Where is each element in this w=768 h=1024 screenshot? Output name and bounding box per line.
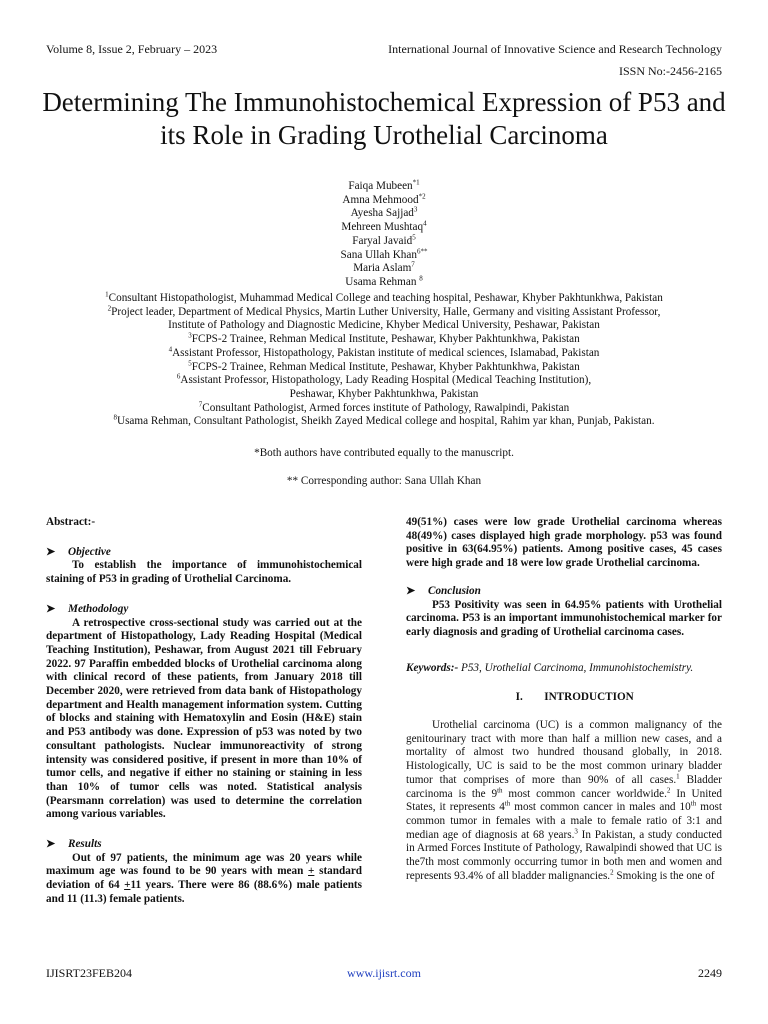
- page-number: 2249: [698, 966, 722, 980]
- affiliation: $^6$Assistant Professor, Histopathology, Lady Reading Hospital (Medical Teaching Institution),: [176, 372, 592, 387]
- results-heading: ➤ Results: [46, 838, 102, 851]
- journal-name: International Journal of Innovative Science and Research Technology: [388, 42, 722, 56]
- affiliation: $^8$Usama Rehman, Consultant Pathologist, Sheikh Zayed Medical college and hospital, Rahim yar khan, Punjab, Pakistan.: [113, 413, 655, 428]
- results-text: Out of 97 patients, the minimum age was 20 years while maximum age was found to be 90 years with mean + standard deviation of 64 +11 years. There were 86 (88.6%) male patients and 11 (11.3) female patients.: [46, 851, 363, 905]
- author: Faiqa Mubeen$^{*1}$: [348, 178, 420, 192]
- author: Amna Mehmood$^{*2}$: [342, 191, 426, 206]
- objective-text: To establish the importance of immunohistochemical staining of P53 in grading of Urothelial Carcinoma.: [46, 559, 362, 586]
- author-list: [0, 180, 768, 290]
- issn: ISSN No:-2456-2165: [618, 64, 722, 78]
- methodology-heading: ➤ Methodology: [46, 602, 129, 615]
- article-id: IJISRT23FEB204: [46, 966, 132, 980]
- bullet-arrow-icon: ➤: [46, 545, 56, 558]
- keywords: Keywords:- P53, Urothelial Carcinoma, Immunohistochemistry.: [406, 661, 694, 674]
- author: Mehreen Mushtaq$^4$: [341, 219, 427, 234]
- author: Sana Ullah Khan$^{6**}$: [340, 246, 428, 261]
- volume-issue: Volume 8, Issue 2, February – 2023: [46, 42, 218, 56]
- affiliation: Institute of Pathology and Diagnostic Medicine, Khyber Medical University, Peshawar, Pakistan: [168, 319, 600, 332]
- affiliation: $^4$Assistant Professor, Histopathology, Pakistan institute of medical sciences, Islamabad, Pakistan: [168, 345, 600, 359]
- right-column: [406, 516, 722, 883]
- equal-contribution-note: *Both authors have contributed equally to the manuscript.: [254, 447, 514, 459]
- affiliation: Peshawar, Khyber Pakhtunkhwa, Pakistan: [289, 387, 479, 400]
- conclusion-text: P53 Positivity was seen in 64.95% patients with Urothelial carcinoma. P53 is an important immunohistochemical marker for early diagnosis and grading of Urothelial carcinoma cases.: [406, 598, 722, 638]
- bullet-arrow-icon: ➤: [46, 602, 56, 615]
- author: Usama Rehman $^8$: [345, 274, 423, 288]
- abstract-heading: Abstract:-: [46, 516, 96, 528]
- methodology-text: A retrospective cross-sectional study was carried out at the department of Histopathology, Lady Reading Hospital (Medical Teaching Institution), Peshawar, from August 2021 till February 2022. 97 Paraffin embedded blocks of Urothelial carcinoma along with clinical record of these patients, from January 2018 till December 2020, were retrieved from data bank of Histopathology department and Health management information system. Cutting of blocks and staining with Hematoxylin and Eosin (H&E) stain and P53 antibody was done. Expression of p53 was noted by two consultant pathologists. Nuclear immunoreactivity of strong intensity was considered positive, if present in more than 10% of tumor cells, and negative if either no staining or staining in less than 10% of tumor cells was noted. Statistical analysis (Pearsmann correlation) was used to determine the correlation among various variables.: [46, 616, 362, 821]
- journal-website-link[interactable]: www.ijisrt.com: [347, 966, 421, 980]
- author: Faryal Javaid$^5$: [352, 233, 416, 247]
- bullet-arrow-icon: ➤: [46, 838, 56, 851]
- introduction-text: Urothelial carcinoma (UC) is a common malignancy of the genitourinary tract with more than half a million new cases, and a mortality of almost two hundred thousand globally, in 2018. Histologically, UC is said to be the most common urinary bladder tumor that comprises of more than 90% of all cases.$^1$ Bladder carcinoma is the 9th most common cancer worldwide.$^2$ In United States, it represents 4th most common cancer in males and 10th most common tumor in females with a male to female ratio of 3:1 and median age of diagnosis at 68 years.$^3$ In Pakistan, a study conducted in Armed Forces Institute of Pathology, Rawalpindi showed that UC is the7th most commonly occurring tumor in both men and women and represents 93.4% of all bladder malignancies.$^2$ Smoking is the one of: [406, 719, 723, 882]
- bullet-arrow-icon: ➤: [406, 584, 416, 597]
- author: Maria Aslam$^7$: [353, 260, 415, 275]
- corresponding-author-note: ** Corresponding author: Sana Ullah Khan: [286, 475, 482, 487]
- results-continued-text: 49(51%) cases were low grade Urothelial carcinoma whereas 48(49%) cases displayed high grade morphology. p53 was found positive in 63(64.95%) patients. Among positive cases, 45 cases were high grade and 18 were low grade Urothelial carcinoma.: [406, 516, 722, 570]
- affiliation: $^3$FCPS-2 Trainee, Rehman Medical Institute, Peshawar, Khyber Pakhtunkhwa, Pakistan: [188, 331, 580, 346]
- author: Ayesha Sajjad$^3$: [350, 205, 418, 220]
- affiliation: $^5$FCPS-2 Trainee, Rehman Medical Institute, Peshawar, Khyber Pakhtunkhwa, Pakistan: [188, 358, 580, 373]
- objective-heading: ➤ Objective: [46, 545, 111, 558]
- affiliation: $^2$Project leader, Department of Medical Physics, Martin Luther University, Halle, Germany and visiting Assistant Professor,: [107, 303, 661, 318]
- affiliation: $^7$Consultant Pathologist, Armed forces institute of Pathology, Rawalpindi, Pakistan: [198, 399, 570, 414]
- introduction-heading: I. INTRODUCTION: [515, 691, 634, 704]
- paper-title: Determining The Immunohistochemical Expression of P53 and its Role in Grading Urothelial Carcinoma: [42, 87, 726, 150]
- affiliation: $^1$Consultant Histopathologist, Muhammad Medical College and teaching hospital, Peshawar, Khyber Pakhtunkhwa, Pakistan: [105, 290, 663, 304]
- left-column: [46, 516, 362, 907]
- affiliation-list: [28, 292, 740, 429]
- conclusion-heading: ➤ Conclusion: [406, 584, 481, 597]
